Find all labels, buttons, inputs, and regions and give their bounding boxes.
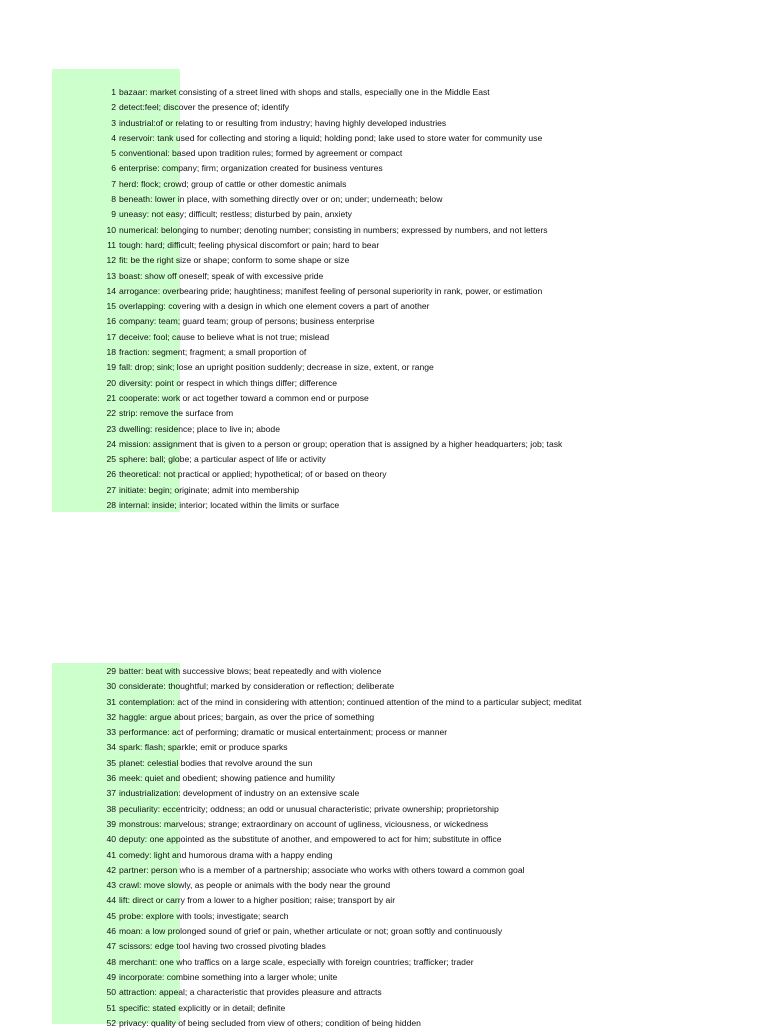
entry-definition: theoretical: not practical or applied; hypothetical; of or based on theory [119,469,387,480]
entry-number: 19 [106,362,116,373]
entry-number: 17 [106,331,116,342]
entry-row [52,146,768,161]
entry-number: 29 [106,666,116,676]
entry-number: 13 [106,270,116,281]
entry-definition: industrial:of or relating to or resulting from industry; having highly developed industries [119,117,447,128]
entry-number: 40 [106,834,116,845]
entry-number: 8 [111,194,116,205]
entry-number: 9 [111,209,116,220]
entry-row [52,756,768,771]
entry-number: 12 [106,255,116,266]
entry-number: 27 [106,484,116,495]
entry-number: 44 [106,895,116,906]
entry-definition: mission: assignment that is given to a person or group; operation that is assigned by a higher headquarters; job; task [119,438,563,449]
entry-row [52,437,768,452]
entry-row [52,345,768,360]
entry-row [52,878,768,893]
entry-row [52,422,768,437]
entry-number: 33 [106,727,116,738]
entry-definition: bazaar: market consisting of a street lined with shops and stalls, especially one in the Middle East [119,87,490,97]
entry-row [52,955,768,970]
entry-row [52,131,768,146]
entry-definition: sphere: ball; globe; a particular aspect of life or activity [119,454,326,465]
entry-number: 50 [106,987,116,998]
entry-definition: enterprise: company; firm; organization created for business ventures [119,163,383,174]
entry-number: 41 [106,849,116,860]
entry-row [52,406,768,421]
entry-definition: monstrous: marvelous; strange; extraordinary on account of ugliness, viciousness, or wickedness [119,818,489,829]
entry-definition: batter: beat with successive blows; beat repeatedly and with violence [119,666,382,676]
entry-number: 37 [106,788,116,799]
entry-definition: performance: act of performing; dramatic or musical entertainment; process or manner [119,727,448,738]
entry-definition: specific: stated explicitly or in detail; definite [119,1002,286,1013]
entry-row [52,832,768,847]
entry-definition: lift: direct or carry from a lower to a higher position; raise; transport by air [119,895,396,906]
entry-row [52,924,768,939]
entry-number: 28 [106,500,116,511]
entry-number: 48 [106,956,116,967]
entry-row [52,253,768,268]
entry-definition: planet: celestial bodies that revolve around the sun [119,757,313,768]
entry-number: 36 [106,773,116,784]
entry-number: 25 [106,454,116,465]
entry-number: 34 [106,742,116,753]
entry-definition: partner: person who is a member of a partnership; associate who works with others toward a common goal [119,864,525,875]
entry-row [52,664,768,679]
entry-definition: attraction: appeal; a characteristic that provides pleasure and attracts [119,987,382,998]
entry-number: 21 [106,392,116,403]
entry-row [52,116,768,131]
entry-number: 7 [111,178,116,189]
entry-number: 16 [106,316,116,327]
entry-number: 45 [106,910,116,921]
entry-row [52,85,768,100]
entry-row [52,360,768,375]
entry-number: 22 [106,408,116,419]
entry-definition: numerical: belonging to number; denoting number; consisting in numbers; expressed by numbers, and not letters [119,224,548,235]
entry-row [52,100,768,115]
entry-row [52,483,768,498]
entry-number: 51 [106,1002,116,1013]
vocabulary-block-2 [52,663,768,1028]
entry-definition: tough: hard; difficult; feeling physical discomfort or pain; hard to bear [119,239,380,250]
entry-definition: merchant: one who traffics on a large scale, especially with foreign countries; trafficker; trader [119,956,474,967]
entry-row [52,314,768,329]
entry-row [52,452,768,467]
entry-row [52,970,768,985]
entry-definition: herd: flock; crowd; group of cattle or other domestic animals [119,178,347,189]
entry-definition: moan: a low prolonged sound of grief or pain, whether articulate or not; groan softly and continuously [119,926,503,937]
entry-definition: internal: inside; interior; located within the limits or surface [119,500,340,511]
entry-definition: haggle: argue about prices; bargain, as over the price of something [119,711,375,722]
entry-definition: considerate: thoughtful; marked by consideration or reflection; deliberate [119,681,395,692]
entry-row [52,498,768,513]
entry-row [52,284,768,299]
entry-row [52,238,768,253]
entry-number: 4 [111,132,116,143]
entry-row [52,299,768,314]
entry-number: 47 [106,941,116,952]
entry-number: 11 [107,239,116,250]
entry-row [52,786,768,801]
entry-row [52,817,768,832]
entry-definition: privacy: quality of being secluded from view of others; condition of being hidden [119,1017,421,1028]
entry-number: 2 [111,102,116,113]
entry-number: 31 [106,696,116,707]
entry-number: 10 [106,224,116,235]
entry-row [52,207,768,222]
entry-definition: overlapping: covering with a design in which one element covers a part of another [119,301,430,312]
entry-number: 32 [106,711,116,722]
entry-definition: strip: remove the surface from [119,408,234,419]
entry-definition: diversity: point or respect in which things differ; difference [119,377,337,388]
entry-row [52,177,768,192]
entry-row [52,161,768,176]
entry-definition: peculiarity: eccentricity; oddness; an odd or unusual characteristic; private ownership; proprietorship [119,803,499,814]
entry-definition: fall: drop; sink; lose an upright position suddenly; decrease in size, extent, or range [119,362,434,373]
entry-definition: fit: be the right size or shape; conform to some shape or size [119,255,350,266]
entry-definition: deceive: fool; cause to believe what is not true; mislead [119,331,330,342]
entry-definition: probe: explore with tools; investigate; search [119,910,289,921]
entry-number: 30 [106,681,116,692]
entry-row [52,1001,768,1016]
entry-number: 26 [106,469,116,480]
entry-definition: contemplation: act of the mind in considering with attention; continued attention of the mind to a particular subject; meditat [119,696,582,707]
entry-row [52,848,768,863]
entry-row [52,740,768,755]
entry-definition: cooperate: work or act together toward a common end or purpose [119,392,369,403]
entry-row [52,269,768,284]
entry-number: 42 [106,864,116,875]
entry-definition: industrialization: development of industry on an extensive scale [119,788,360,799]
entry-row [52,467,768,482]
entry-list [52,85,768,513]
entry-number: 3 [111,117,116,128]
entry-definition: conventional: based upon tradition rules; formed by agreement or compact [119,148,403,159]
entry-definition: comedy: light and humorous drama with a happy ending [119,849,333,860]
entry-row [52,985,768,1000]
entry-row [52,223,768,238]
entry-definition: dwelling: residence; place to live in; abode [119,423,280,434]
entry-number: 24 [106,438,116,449]
entry-row [52,863,768,878]
entry-number: 38 [106,803,116,814]
entry-number: 5 [111,148,116,159]
entry-definition: initiate: begin; originate; admit into membership [119,484,300,495]
entry-row [52,939,768,954]
entry-row [52,893,768,908]
entry-row [52,192,768,207]
entry-row [52,679,768,694]
entry-number: 52 [106,1017,116,1028]
entry-number: 23 [106,423,116,434]
entry-number: 43 [106,880,116,891]
entry-definition: incorporate: combine something into a larger whole; unite [119,971,338,982]
entry-definition: detect:feel; discover the presence of; identify [119,102,290,113]
entry-definition: spark: flash; sparkle; emit or produce sparks [119,742,288,753]
entry-row [52,725,768,740]
entry-number: 46 [106,926,116,937]
entry-number: 1 [111,87,116,97]
entry-number: 35 [106,757,116,768]
entry-row [52,802,768,817]
entry-definition: company: team; guard team; group of persons; business enterprise [119,316,375,327]
entry-row [52,1016,768,1031]
entry-definition: scissors: edge tool having two crossed pivoting blades [119,941,326,952]
entry-definition: fraction: segment; fragment; a small proportion of [119,347,307,358]
entry-definition: reservoir: tank used for collecting and storing a liquid; holding pond; lake used to store water for community use [119,132,543,143]
entry-row [52,909,768,924]
entry-number: 39 [106,818,116,829]
entry-list [52,664,768,1031]
entry-definition: arrogance: overbearing pride; haughtiness; manifest feeling of personal superiority in rank, power, or estimation [119,285,543,296]
entry-number: 18 [106,347,116,358]
entry-definition: boast: show off oneself; speak of with excessive pride [119,270,324,281]
entry-number: 14 [106,285,116,296]
entry-number: 6 [111,163,116,174]
entry-number: 15 [106,301,116,312]
entry-definition: meek: quiet and obedient; showing patience and humility [119,773,335,784]
entry-row [52,330,768,345]
entry-definition: uneasy: not easy; difficult; restless; disturbed by pain, anxiety [119,209,352,220]
entry-row [52,376,768,391]
vocabulary-block-1 [52,69,768,512]
entry-definition: beneath: lower in place, with something directly over or on; under; underneath; below [119,194,443,205]
entry-row [52,710,768,725]
entry-number: 49 [106,971,116,982]
entry-definition: deputy: one appointed as the substitute of another, and empowered to act for him; substitute in office [119,834,502,845]
entry-row [52,391,768,406]
entry-definition: crawl: move slowly, as people or animals with the body near the ground [119,880,391,891]
entry-row [52,771,768,786]
entry-row [52,695,768,710]
entry-number: 20 [106,377,116,388]
